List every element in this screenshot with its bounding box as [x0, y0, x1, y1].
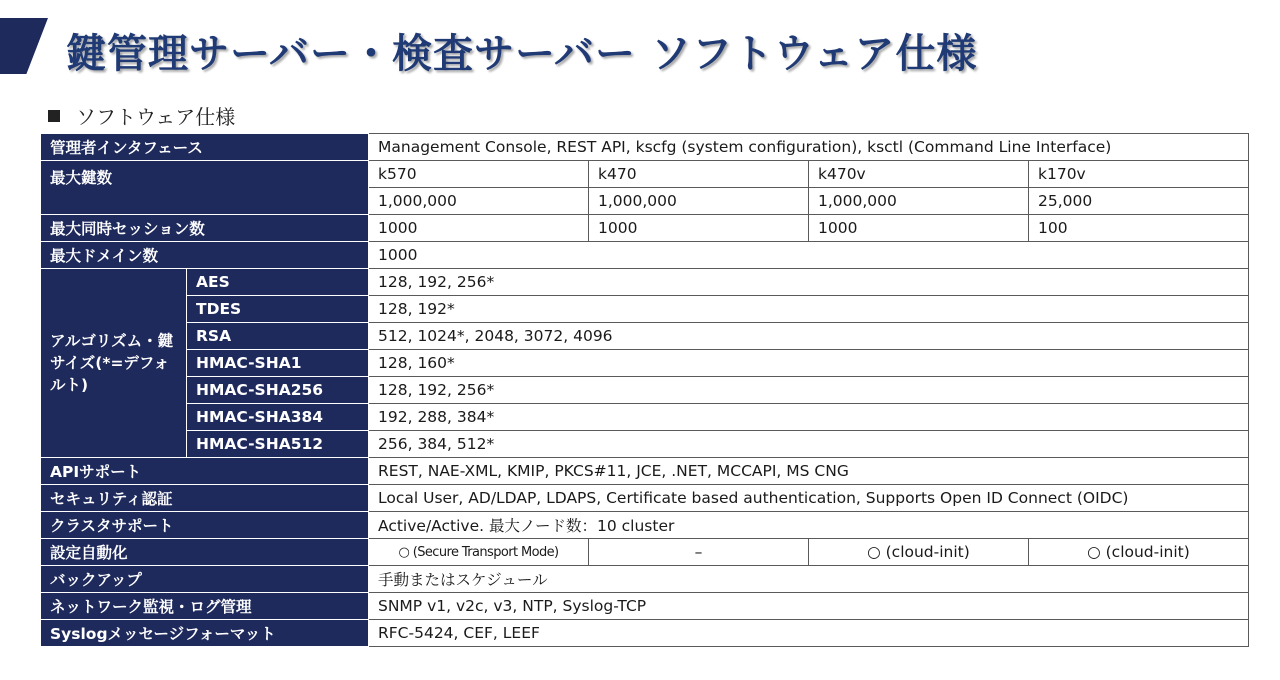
model-name: k570 — [369, 161, 589, 188]
table-row — [41, 458, 1249, 485]
table-row — [41, 566, 1249, 593]
auto-config-value: ○ (cloud-init) — [1029, 539, 1249, 566]
value-backup: 手動またはスケジュール — [369, 566, 1249, 593]
table-row — [41, 539, 1249, 566]
row-label-max-domains: 最大ドメイン数 — [41, 242, 369, 269]
max-sessions-value: 1000 — [369, 215, 589, 242]
row-label-algorithms: アルゴリズム・鍵サイズ(*=デフォルト) — [41, 269, 187, 458]
max-sessions-value: 100 — [1029, 215, 1249, 242]
row-label-admin-interface: 管理者インタフェース — [41, 134, 369, 161]
table-row — [41, 485, 1249, 512]
max-keys-value: 1,000,000 — [369, 188, 589, 215]
section-heading-text: ソフトウェア仕様 — [76, 105, 236, 129]
value-network-monitoring: SNMP v1, v2c, v3, NTP, Syslog-TCP — [369, 593, 1249, 620]
table-row — [41, 161, 1249, 188]
table-row — [41, 620, 1249, 647]
model-name: k470v — [809, 161, 1029, 188]
algorithm-name: HMAC-SHA512 — [187, 431, 369, 458]
table-row — [41, 215, 1249, 242]
max-sessions-value: 1000 — [809, 215, 1029, 242]
max-keys-value: 1,000,000 — [809, 188, 1029, 215]
algorithm-key-sizes: 512, 1024*, 2048, 3072, 4096 — [369, 323, 1249, 350]
max-sessions-value: 1000 — [589, 215, 809, 242]
algorithm-key-sizes: 192, 288, 384* — [369, 404, 1249, 431]
model-name: k470 — [589, 161, 809, 188]
auto-config-value: ○ (Secure Transport Mode) — [369, 539, 589, 566]
bullet-square-icon — [48, 110, 60, 122]
row-label-backup: バックアップ — [41, 566, 369, 593]
table-row — [41, 431, 1249, 458]
algorithm-name: RSA — [187, 323, 369, 350]
auto-config-value: ○ (cloud-init) — [809, 539, 1029, 566]
table-row — [41, 296, 1249, 323]
section-heading — [48, 101, 235, 130]
algorithm-key-sizes: 256, 384, 512* — [369, 431, 1249, 458]
table-row — [41, 350, 1249, 377]
table-row — [41, 512, 1249, 539]
model-name: k170v — [1029, 161, 1249, 188]
algorithm-name: HMAC-SHA1 — [187, 350, 369, 377]
algorithm-key-sizes: 128, 160* — [369, 350, 1249, 377]
table-row — [41, 377, 1249, 404]
spec-table — [40, 133, 1249, 647]
page-title: 鍵管理サーバー・検査サーバー ソフトウェア仕様 — [66, 31, 978, 77]
table-row — [41, 404, 1249, 431]
row-label-security-auth: セキュリティ認証 — [41, 485, 369, 512]
algorithm-name: TDES — [187, 296, 369, 323]
max-keys-value: 1,000,000 — [589, 188, 809, 215]
row-label-max-keys: 最大鍵数 — [41, 161, 369, 215]
table-row — [41, 242, 1249, 269]
value-admin-interface: Management Console, REST API, kscfg (system configuration), ksctl (Command Line Interface) — [369, 134, 1249, 161]
row-label-api-support: APIサポート — [41, 458, 369, 485]
algorithm-name: AES — [187, 269, 369, 296]
table-row — [41, 593, 1249, 620]
value-api-support: REST, NAE-XML, KMIP, PKCS#11, JCE, .NET, MCCAPI, MS CNG — [369, 458, 1249, 485]
row-label-auto-config: 設定自動化 — [41, 539, 369, 566]
value-cluster: Active/Active. 最大ノード数：10 cluster — [369, 512, 1249, 539]
algorithm-key-sizes: 128, 192* — [369, 296, 1249, 323]
auto-config-value: – — [589, 539, 809, 566]
title-accent-shape — [0, 18, 48, 74]
algorithm-name: HMAC-SHA256 — [187, 377, 369, 404]
table-row — [41, 269, 1249, 296]
value-security-auth: Local User, AD/LDAP, LDAPS, Certificate based authentication, Supports Open ID Connect (OIDC) — [369, 485, 1249, 512]
row-label-max-sessions: 最大同時セッション数 — [41, 215, 369, 242]
row-label-network-monitoring: ネットワーク監視・ログ管理 — [41, 593, 369, 620]
value-syslog-format: RFC-5424, CEF, LEEF — [369, 620, 1249, 647]
algorithm-name: HMAC-SHA384 — [187, 404, 369, 431]
row-label-syslog-format: Syslogメッセージフォーマット — [41, 620, 369, 647]
max-keys-value: 25,000 — [1029, 188, 1249, 215]
value-max-domains: 1000 — [369, 242, 1249, 269]
algorithm-key-sizes: 128, 192, 256* — [369, 269, 1249, 296]
algorithm-key-sizes: 128, 192, 256* — [369, 377, 1249, 404]
table-row — [41, 323, 1249, 350]
table-row — [41, 134, 1249, 161]
row-label-cluster: クラスタサポート — [41, 512, 369, 539]
